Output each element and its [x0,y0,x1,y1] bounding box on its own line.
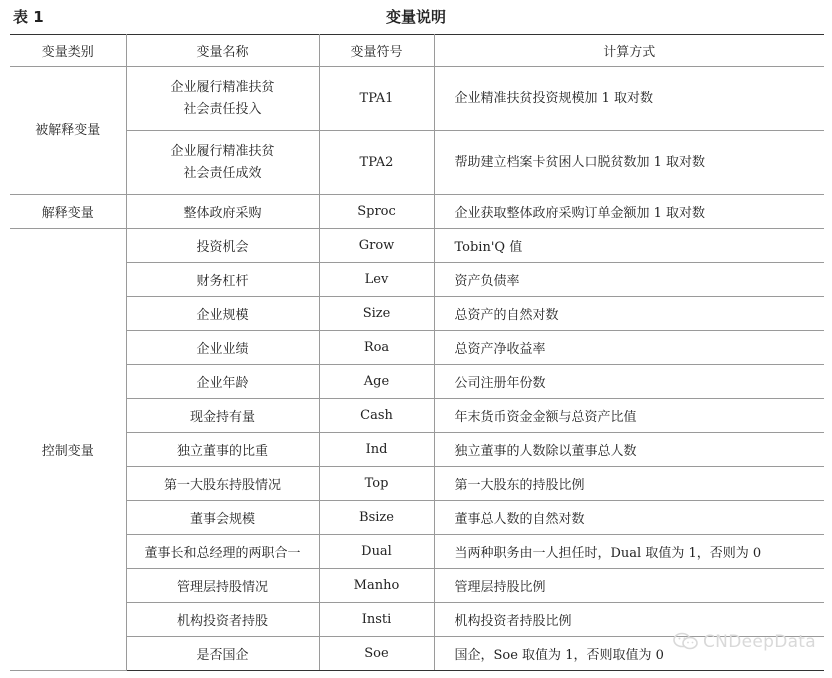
cell-symbol: Ind [319,433,434,467]
table-row [10,67,824,131]
cell-symbol: Dual [319,535,434,569]
cell-method: 独立董事的人数除以董事总人数 [434,433,824,467]
cell-name: 企业履行精准扶贫 社会责任成效 [126,131,319,195]
watermark [673,632,816,652]
cell-name: 第一大股东持股情况 [126,467,319,501]
cell-name: 管理层持股情况 [126,569,319,603]
cell-symbol: Sproc [319,195,434,229]
cell-name: 财务杠杆 [126,263,319,297]
cell-method: 企业获取整体政府采购订单金额加 1 取对数 [434,195,824,229]
cell-name: 投资机会 [126,229,319,263]
cell-name: 独立董事的比重 [126,433,319,467]
table-row [10,131,824,195]
cell-method: Tobin'Q 值 [434,229,824,263]
table-title: 变量说明 [385,8,446,26]
cell-method: 资产负债率 [434,263,824,297]
cell-method: 机构投资者持股比例 [434,603,824,637]
cell-symbol: Size [319,297,434,331]
cell-symbol: Roa [319,331,434,365]
cell-method: 年末货币资金金额与总资产比值 [434,399,824,433]
cell-symbol: Top [319,467,434,501]
cell-name: 企业业绩 [126,331,319,365]
table-row [10,195,824,229]
table-body [10,67,824,671]
cell-category: 控制变量 [10,229,126,671]
table-row [10,501,824,535]
cell-symbol: TPA1 [319,67,434,131]
cell-method: 总资产的自然对数 [434,297,824,331]
table-row [10,433,824,467]
cell-symbol: Insti [319,603,434,637]
cell-method: 总资产净收益率 [434,331,824,365]
cell-method: 当两种职务由一人担任时，Dual 取值为 1，否则为 0 [434,535,824,569]
table-row [10,535,824,569]
variables-table [10,34,824,671]
header-row [10,35,824,67]
cell-method: 第一大股东的持股比例 [434,467,824,501]
watermark-text: CNDeepData [703,632,816,652]
cell-symbol: Bsize [319,501,434,535]
table-row [10,467,824,501]
cell-category: 解释变量 [10,195,126,229]
header-category: 变量类别 [10,35,126,67]
header-method: 计算方式 [434,35,824,67]
cell-category: 被解释变量 [10,67,126,195]
table-row [10,331,824,365]
table-row [10,399,824,433]
cell-symbol: Lev [319,263,434,297]
cell-name: 董事会规模 [126,501,319,535]
cell-name: 是否国企 [126,637,319,671]
cell-name: 整体政府采购 [126,195,319,229]
cell-symbol: Grow [319,229,434,263]
cell-name: 企业年龄 [126,365,319,399]
table-number: 表 1 [13,8,44,26]
table-row [10,297,824,331]
header-name: 变量名称 [126,35,319,67]
cell-method: 企业精准扶贫投资规模加 1 取对数 [434,67,824,131]
table-row [10,569,824,603]
cell-name: 企业规模 [126,297,319,331]
wechat-icon [673,632,699,650]
cell-method: 帮助建立档案卡贫困人口脱贫数加 1 取对数 [434,131,824,195]
table-row [10,229,824,263]
table-caption [0,0,832,34]
header-symbol: 变量符号 [319,35,434,67]
cell-name: 机构投资者持股 [126,603,319,637]
table-row [10,263,824,297]
cell-method: 国企，Soe 取值为 1，否则取值为 0 [434,637,824,671]
cell-method: 董事总人数的自然对数 [434,501,824,535]
cell-symbol: TPA2 [319,131,434,195]
cell-name: 董事长和总经理的两职合一 [126,535,319,569]
cell-symbol: Cash [319,399,434,433]
cell-symbol: Age [319,365,434,399]
cell-symbol: Manho [319,569,434,603]
cell-name: 现金持有量 [126,399,319,433]
cell-symbol: Soe [319,637,434,671]
cell-method: 管理层持股比例 [434,569,824,603]
table-row [10,365,824,399]
cell-method: 公司注册年份数 [434,365,824,399]
cell-name: 企业履行精准扶贫 社会责任投入 [126,67,319,131]
